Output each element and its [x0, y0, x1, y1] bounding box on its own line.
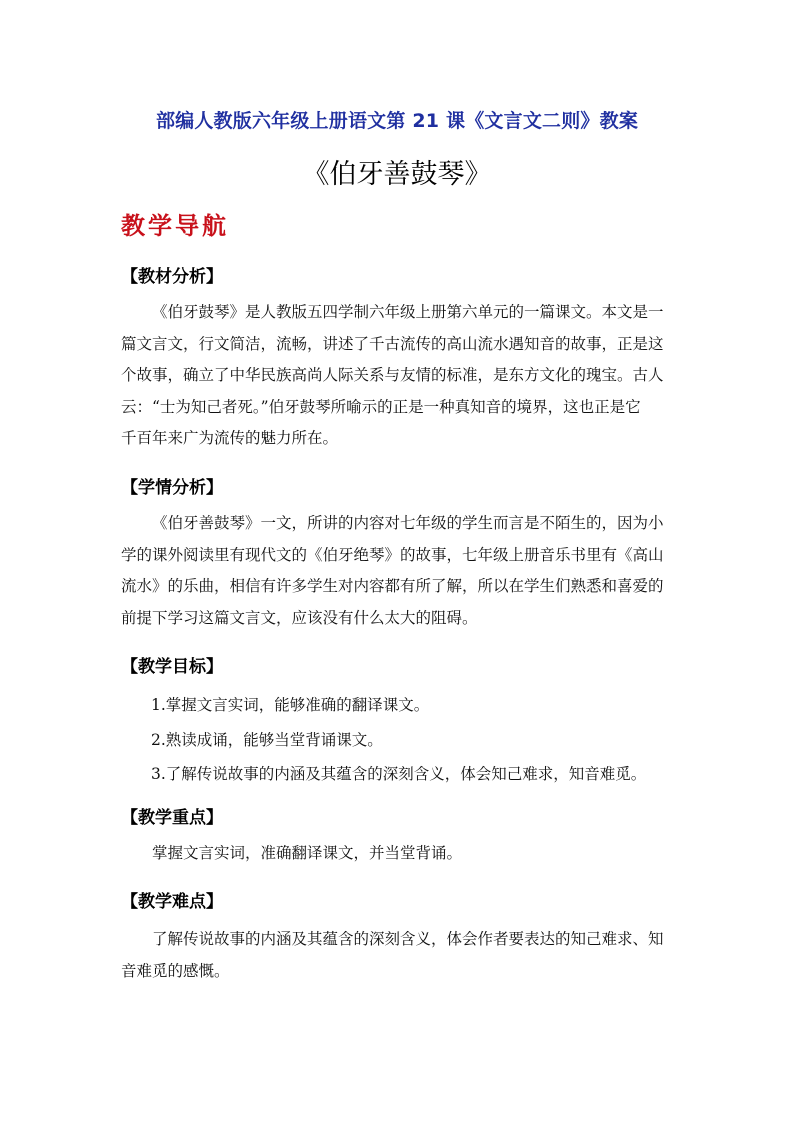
lesson-subtitle: 《伯牙善鼓琴》 — [302, 159, 492, 190]
goal-item: 3.了解传说故事的内涵及其蕴含的深刻含义，体会知己难求，知音难觅。 — [151, 765, 647, 783]
paragraph-line: 流水》的乐曲，相信有许多学生对内容都有所了解，所以在学生们熟悉和喜爱的 — [121, 577, 664, 595]
textbook-analysis-paragraph — [121, 297, 673, 455]
paragraph-line: 掌握文言实词，准确翻译课文，并当堂背诵。 — [152, 844, 463, 862]
textbook-analysis-heading: 【教材分析】 — [121, 267, 223, 287]
paragraph-line: 音难觅的感慨。 — [121, 961, 230, 980]
teaching-navigation-heading: 教学导航 — [121, 211, 229, 240]
paragraph-line: 学的课外阅读里有现代文的《伯牙绝琴》的故事，七年级上册音乐书里有《高山 — [121, 545, 664, 564]
student-analysis-heading: 【学情分析】 — [121, 478, 223, 498]
paragraph-line: 前提下学习这篇文言文，应该没有什么太大的阻碍。 — [121, 608, 478, 627]
paragraph-line: 云：“士为知己者死。”伯牙鼓琴所喻示的正是一种真知音的境界，这也正是它 — [121, 397, 641, 416]
paragraph-line: 篇文言文，行文简洁，流畅，讲述了千古流传的高山流水遇知音的故事，正是这 — [121, 334, 664, 353]
key-points-heading: 【教学重点】 — [121, 808, 223, 828]
difficult-points-heading: 【教学难点】 — [121, 892, 223, 912]
key-points-paragraph — [121, 838, 673, 870]
paragraph-line: 《伯牙鼓琴》是人教版五四学制六年级上册第六单元的一篇课文。本文是一 — [152, 303, 664, 321]
teaching-goals-heading: 【教学目标】 — [121, 657, 223, 677]
paragraph-line: 千百年来广为流传的魅力所在。 — [121, 429, 339, 447]
paragraph-line: 《伯牙善鼓琴》一文，所讲的内容对七年级的学生而言是不陌生的，因为小 — [152, 514, 664, 532]
document-title: 部编人教版六年级上册语文第 21 课《文言文二则》教案 — [155, 110, 639, 132]
difficult-points-paragraph — [121, 924, 673, 987]
goal-item: 2.熟读成诵，能够当堂背诵课文。 — [151, 731, 383, 749]
paragraph-line: 个故事，确立了中华民族高尚人际关系与友情的标准，是东方文化的瑰宝。古人 — [121, 366, 664, 384]
paragraph-line: 了解传说故事的内涵及其蕴含的深刻含义，体会作者要表达的知己难求、知 — [152, 930, 664, 948]
student-analysis-paragraph — [121, 508, 673, 634]
goal-item: 1.掌握文言实词，能够准确的翻译课文。 — [151, 696, 430, 714]
